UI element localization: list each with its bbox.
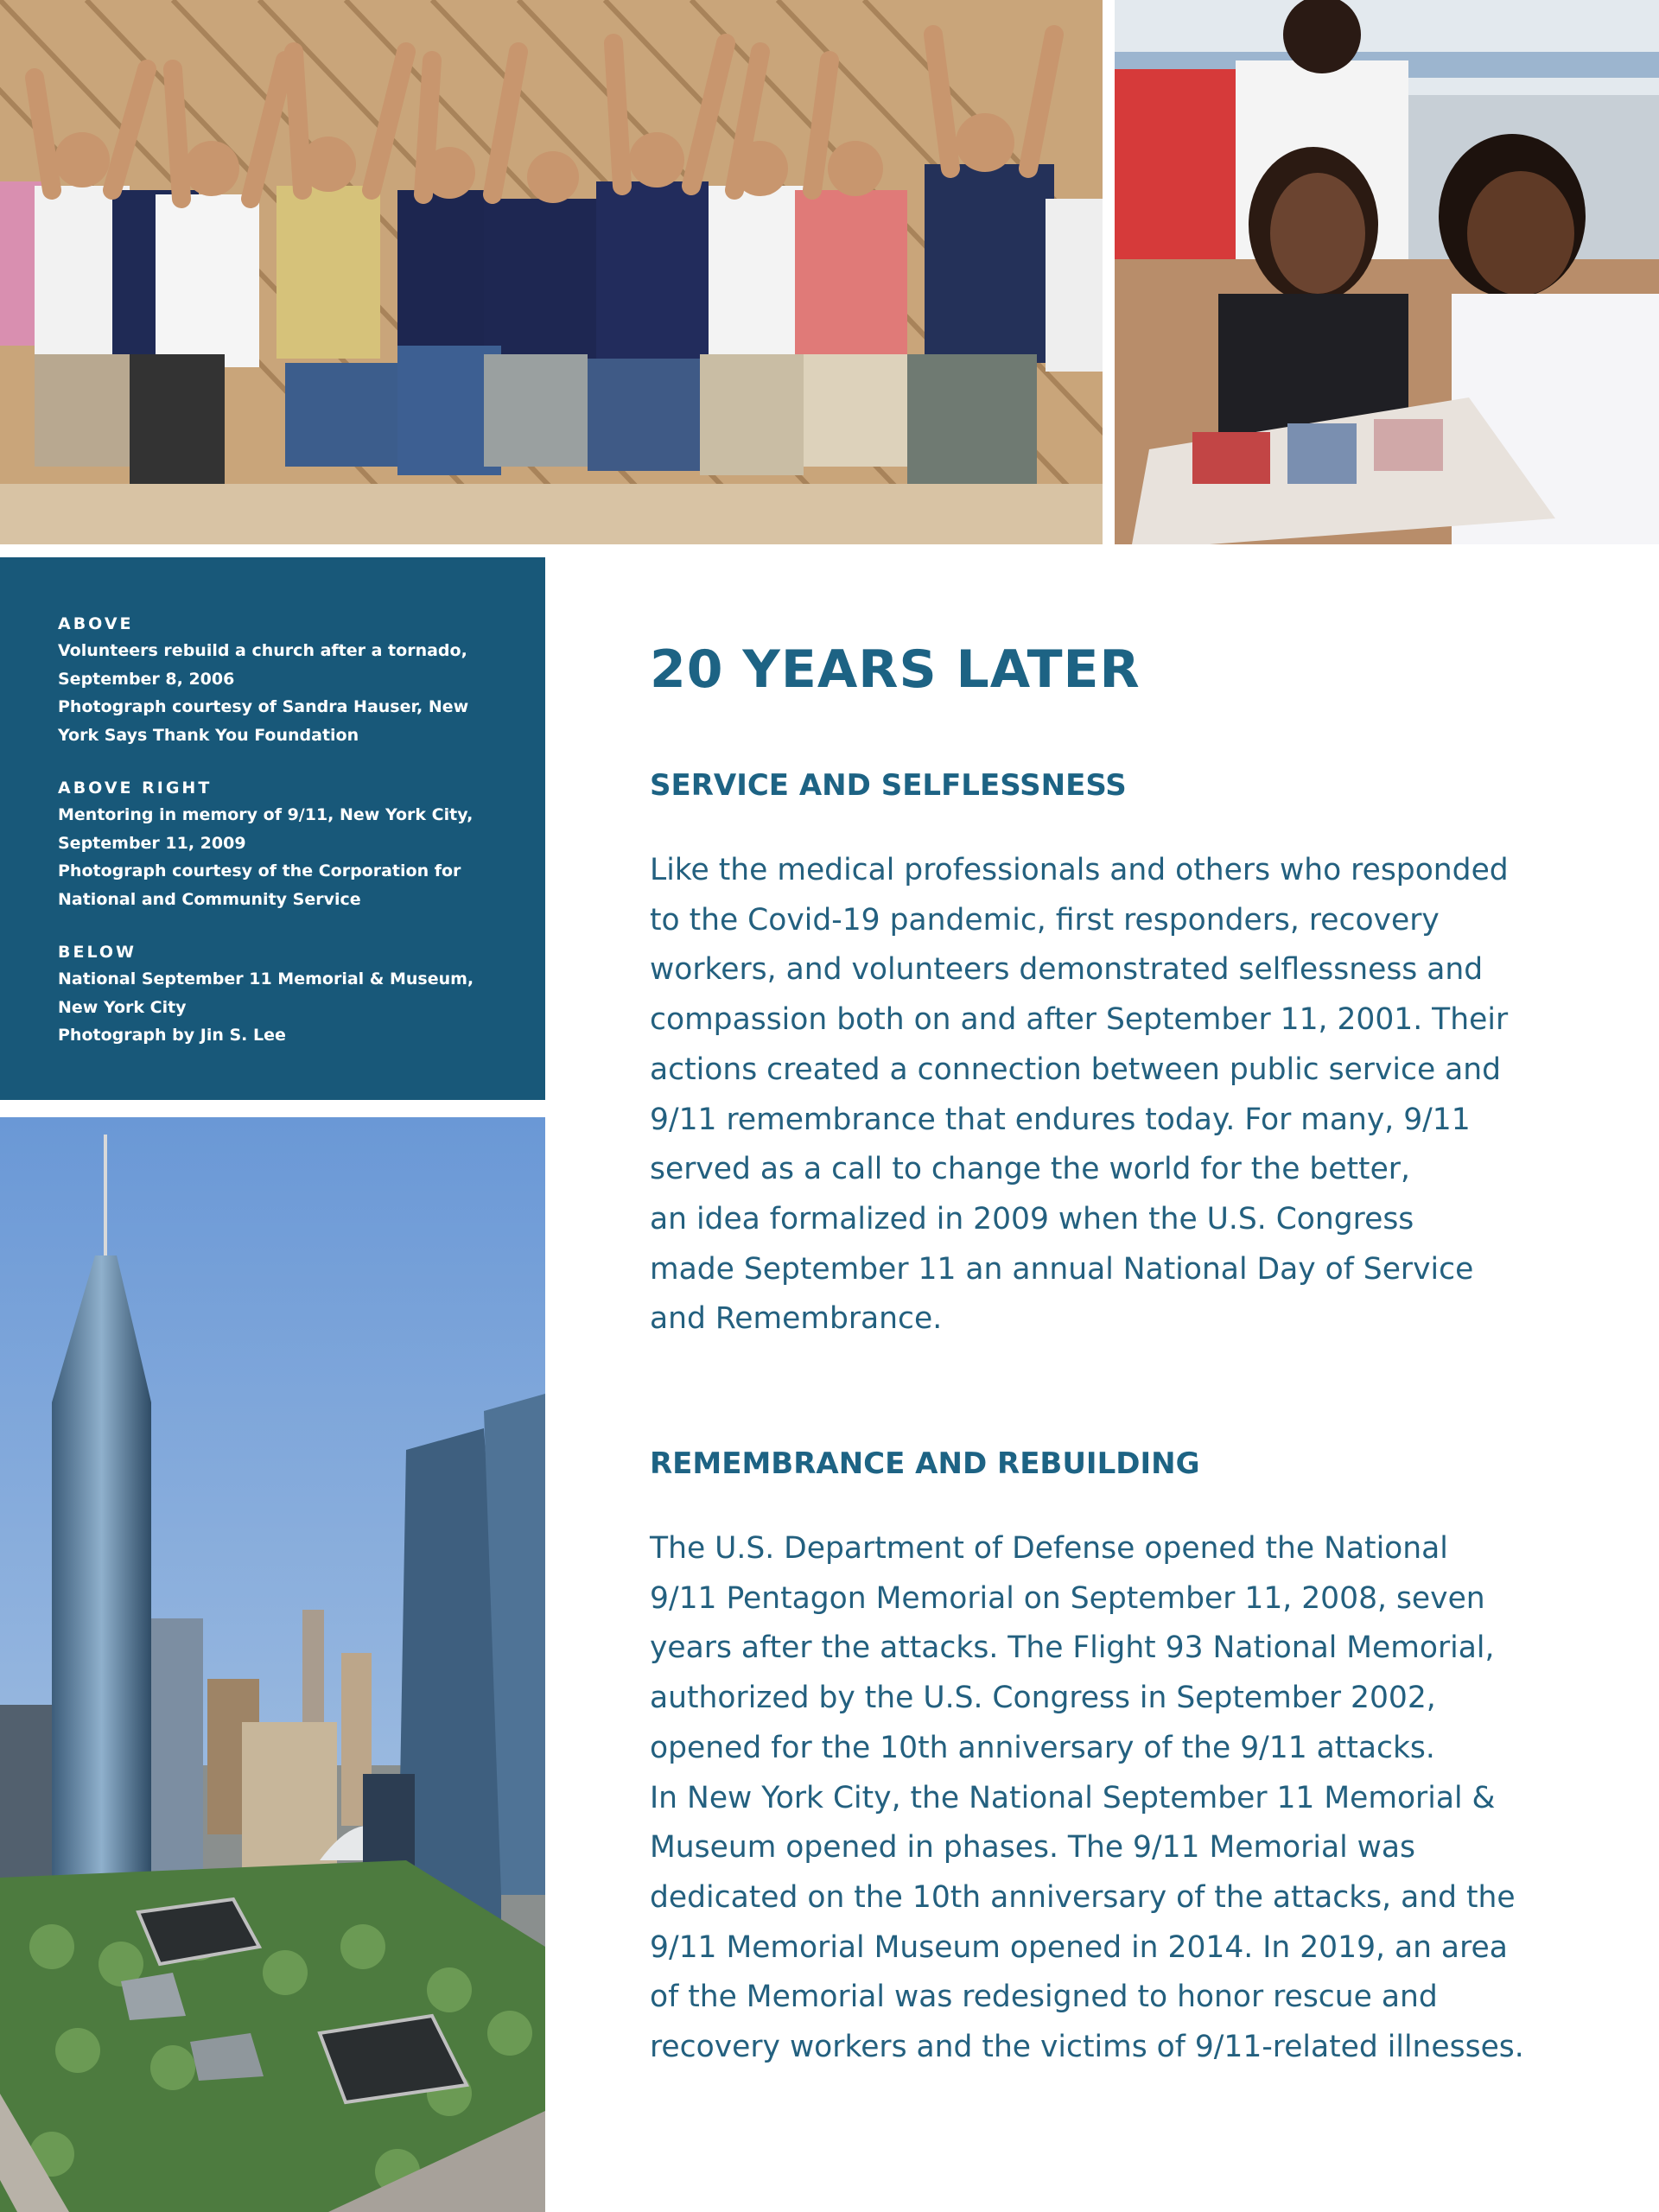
caption-line: September 8, 2006 (58, 669, 235, 689)
section-heading-service: SERVICE AND SELFLESSNESS (650, 768, 1127, 803)
body-line: 9/11 Pentagon Memorial on September 11, 2008, seven (650, 1580, 1485, 1616)
mentoring-photo (1115, 0, 1659, 544)
mentoring-photo-image (1115, 0, 1659, 544)
body-line: compassion both on and after September 11, 2001. Their (650, 1002, 1509, 1038)
photo-captions (0, 557, 545, 1100)
body-line: 9/11 Memorial Museum opened in 2014. In 2019, an area (650, 1929, 1508, 1965)
caption-heading: ABOVE RIGHT (58, 779, 213, 798)
body-line: of the Memorial was redesigned to honor rescue and (650, 1980, 1438, 2015)
caption-line: National and Community Service (58, 889, 361, 909)
caption-heading: ABOVE (58, 614, 134, 633)
caption-line: Photograph courtesy of Sandra Hauser, New (58, 697, 469, 716)
body-line: authorized by the U.S. Congress in September 2002, (650, 1681, 1436, 1716)
body-line: The U.S. Department of Defense opened the National (650, 1531, 1448, 1566)
section-heading-rebuilding: REMEMBRANCE AND REBUILDING (650, 1446, 1200, 1481)
body-line: years after the attacks. The Flight 93 National Memorial, (650, 1630, 1495, 1666)
section-body-rebuilding (650, 1524, 1626, 2073)
body-line: In New York City, the National September 11 Memorial & (650, 1780, 1496, 1815)
body-line: to the Covid-19 pandemic, first responders, recovery (650, 902, 1440, 938)
body-line: served as a call to change the world for the better, (650, 1152, 1410, 1187)
page-title: 20 YEARS LATER (650, 639, 1141, 700)
memorial-photo (0, 1117, 545, 2212)
caption-line: September 11, 2009 (58, 833, 246, 853)
caption-heading: BELOW (58, 943, 137, 962)
caption-line: New York City (58, 997, 187, 1017)
body-line: opened for the 10th anniversary of the 9/11 attacks. (650, 1730, 1435, 1765)
body-line: recovery workers and the victims of 9/11-related illnesses. (650, 2030, 1524, 2065)
caption-line: Volunteers rebuild a church after a tornado, (58, 641, 467, 660)
caption-line: National September 11 Memorial & Museum, (58, 969, 474, 988)
memorial-photo-image (0, 1117, 545, 2212)
caption-line: Photograph by Jin S. Lee (58, 1026, 286, 1045)
caption-below (58, 939, 511, 1050)
caption-line: Mentoring in memory of 9/11, New York City, (58, 805, 474, 824)
volunteers-photo (0, 0, 1103, 544)
caption-line: York Says Thank You Foundation (58, 725, 359, 745)
body-line: and Remembrance. (650, 1301, 943, 1337)
body-line: Museum opened in phases. The 9/11 Memorial was (650, 1830, 1415, 1866)
body-line: actions created a connection between public service and (650, 1052, 1502, 1087)
volunteers-photo-image (0, 0, 1103, 544)
caption-line: Photograph courtesy of the Corporation for (58, 861, 461, 880)
body-line: Like the medical professionals and others who responded (650, 853, 1509, 887)
caption-above (58, 611, 511, 749)
body-line: workers, and volunteers demonstrated selflessness and (650, 952, 1484, 988)
body-line: 9/11 remembrance that endures today. For many, 9/11 (650, 1102, 1471, 1137)
section-body-service (650, 846, 1626, 1344)
body-line: dedicated on the 10th anniversary of the attacks, and the (650, 1879, 1516, 1915)
body-line: an idea formalized in 2009 when the U.S. Congress (650, 1201, 1414, 1236)
caption-above-right (58, 775, 511, 913)
body-line: made September 11 an annual National Day of Service (650, 1251, 1474, 1287)
